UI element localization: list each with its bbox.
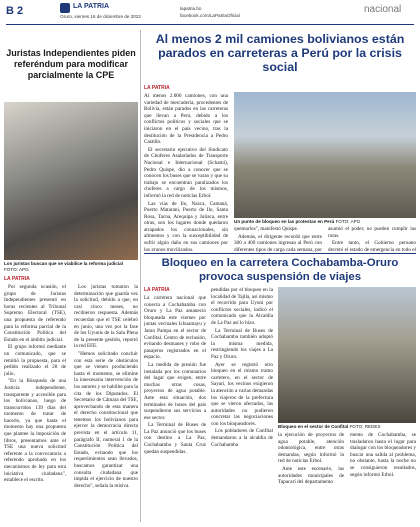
column-divider (140, 30, 141, 522)
article-separator (144, 253, 416, 254)
left-byline: LA PATRIA (4, 276, 30, 282)
bottom-col-4 (350, 432, 416, 521)
top-byline: LA PATRIA (144, 85, 170, 91)
bottom-col1-par: La Terminal de Buses de La Paz anunció que los buses con destino a La Paz, Cochabamba y Santa Cruz quedan suspendidas. (144, 422, 206, 455)
left-col2-par: Los juristas tomaron la determinación que guarda vez la solicitud, debido a que, en casi cinco meses, no recibieron respuesta. Además recuerdan que el TSE celebró en junio, una vez por la fase de los Uyunis de la Sala Plena de la presente gestión, reportó la red EFE. (74, 284, 138, 350)
top-col1-par: Las vías de Ilo, Nazca, Camaná, Puerto Matarani, Puerto de Ilo, Santa Rosa, Tacna, Arequipa y Juliaca, entre otras, son los lugares donde quedaron atrapados los connacionales, sin alimentos y con la susceptibilidad de sufrir algún daño en sus camiones por los grupos movilizados. (144, 200, 228, 251)
web-line-2: facebook.com/LaPatriaOficial (180, 13, 240, 18)
bottom-col1-par: La medida de presión fue instalada por los comunarios del lugar que exigen, entre muchas otras cosas, proyectos de agua potable. Ante esta situación, dos terminales de buses del país suspendieron sus servicios a ese sector. (144, 361, 206, 421)
top-col2-par: quemarlos", manifestó Quispe. (234, 226, 299, 232)
top-col3-par: Entre tanto, el Gobierno peruano decretó el estado de emergencia en todo el (328, 240, 416, 252)
bottom-col2-par: La Terminal de Buses de Cochabamba también adoptó la misma medida, restringiendo los viajes a La Paz y Oruro. (211, 327, 273, 360)
bottom-col1-par: La carretera nacional que conecta a Cochabamba con Oruro y La Paz amaneció bloqueada este viernes por juntas vecinales Ichuamayu y Jatun Pampa en el sector de Confital. Centro de reclusión, evitando desmanes y robo de pasajeros registrados en el espacio. (144, 295, 206, 361)
left-headline: Juristas Independientes piden referéndum para modificar parcialmente la CPE (6, 48, 136, 80)
top-headline: Al menos 2 mil camiones bolivianos están parados en carreteras a Perú por la crisis social (155, 32, 405, 74)
bottom-caption-text: Bloqueo en el sector de Confital (278, 424, 349, 429)
bottom-photo (278, 287, 416, 423)
left-photo (4, 102, 138, 260)
bottom-col2-par: Los pobladores de Confital demandaron a la alcaldía de Cochabamba (211, 428, 273, 448)
section-label: nacional (364, 4, 402, 15)
top-col2-par: Además, el dirigente recordó que entre 300 a 400 camiones ingresan al Perú con diferentes tipos de carga cada semana, por (234, 233, 322, 252)
page-header (0, 0, 420, 28)
bottom-caption-credit: FOTO: REDES (349, 424, 381, 429)
top-col-2 (234, 226, 322, 252)
bottom-col-3 (278, 432, 344, 521)
top-photo (234, 92, 416, 218)
bottom-col3-par: la ejecución de proyectos de agua potable, atención odontológica, entre otras demandas, según informó la red de noticias Erbol. (278, 432, 344, 465)
bottom-col4-par: mento de Cochabamba, se trasladaron hasta el lugar para dialogar con los bloqueadores y buscar una salida al problema, no obstante, hasta la noche no se consiguieron resultados, según informó Erbol. (350, 432, 416, 478)
top-col3-par: asumió el poder, no pueden cumplir las rutas. (328, 226, 416, 239)
bottom-col3-par: Ante este escenario, las autoridades municipales de Tapacarí del departamento (278, 465, 344, 486)
left-col1-par: "En la Búsqueda de una Justicia independiente, transparente y accesible para los bolivianos, luego de transcurridos 139 días del momento de tratar de hacerlo, ya que hasta el momento hay una propuesta que plantee la imposición de libros, presentamos ante el TSE una nueva solicitud referente a la convocatoria a referendo aprobado en los mecanismos de ley para esta iniciativa ciudadana", establece el escrito. (4, 378, 66, 484)
top-caption (234, 219, 416, 225)
top-article (144, 30, 416, 252)
web-line-1: lapatria.bo (180, 6, 202, 11)
left-col1-par: Por segunda ocasión, el grupo de Juristas Independientes presentó en horas recientes al Tribunal Supremo Electoral (TSE), una propuesta de referendo para la reforma parcial de la Constitución Política del Estado en el ámbito judicial. (4, 284, 66, 343)
top-col1-par: Al menos 2.000 camiones, con una variedad de mercadería, procedentes de Bolivia, están parados en las carreteras que llevan a Perú, debido a los conflictos políticos y sociales que se iniciaron en el país vecino, tras la destitución de la Presidencia a Pedro Castillo. (144, 93, 228, 146)
top-caption-text: Un punto de bloqueo en las protestas en Perú (234, 219, 335, 224)
top-col1-par: El secretario ejecutivo del Sindicato de Choferes Asalariados de Transporte Nacional e Internacional (Schatni), Pedro Quispe, dio a conocer que se conocen los buses que se varan y que su trabajo se encuentran paralizados los choferes a cargo de los mismos, informó la red de noticias Erbol. (144, 146, 228, 199)
bottom-headline: Bloqueo en la carretera Cochabamba-Oruro provoca suspensión de viajes (161, 257, 399, 283)
page-number: B 2 (6, 5, 24, 17)
paper-name: LA PATRIA (73, 3, 110, 10)
left-caption-text: Los juristas buscan que se viabilice la reforma judicial (4, 261, 123, 266)
bottom-col-2 (211, 287, 273, 521)
bottom-col2-par: Ayer se registró otro bloqueo en el mismo tramo carretero, en el sector de Sayari, los vecinos exigieron la atención a varias demandas los viajeros de la prefectura que se vieron afectados, las autoridades no pudieron concretar las negociaciones con los bloqueadores. (211, 361, 273, 427)
header-rule (6, 24, 414, 25)
left-col2-par: "Hemos solicitado concluir con esta serie de obstáculos que se vienen produciendo hasta el momento, se elimine la innecesaria intervención de los autores y se habilite para la cita de los Diputados. El Secretario de Cámara del TSE, aprovechando de esta manera el derecho constitucional que tenemos los bolivianos para ejercer la democracia directa prevista en el artículo 11, parágrafo II, numeral 1 de la Constitución Política del Estado, evitando que los requerimientos sean llevados, buscamos garantizar una consulta ciudadana que impida el ejercicio de nuestro derecho", señala la misiva. (74, 350, 138, 489)
left-article (4, 30, 138, 522)
top-col-3 (328, 226, 416, 252)
left-caption-credit: FOTO: APG (4, 266, 29, 272)
top-col-1 (144, 93, 228, 251)
paper-logo (60, 3, 70, 13)
left-col-1 (4, 284, 66, 522)
left-col1-par: El grupo informó mediante un comunicado, que se remitió la propuesta, para el pedido realizado el 28 de julio. (4, 344, 66, 377)
bottom-byline: LA PATRIA (144, 287, 170, 293)
bottom-col2-par: pendidas por el bloqueo en la localidad de Tajlla, así mismo el recorrido para Uyuni por conflictos sociales, indicó el comunicado que la Alcaldía de La Paz así lo hizo. (211, 287, 273, 326)
bottom-article (144, 256, 416, 522)
bottom-col-1 (144, 295, 206, 521)
top-caption-credit: FOTO: APG (335, 219, 361, 224)
left-col-2 (74, 284, 138, 522)
bottom-caption (278, 424, 416, 430)
date-line: Oruro, viernes 16 de diciembre de 2022 (60, 14, 141, 19)
left-caption (4, 261, 138, 272)
